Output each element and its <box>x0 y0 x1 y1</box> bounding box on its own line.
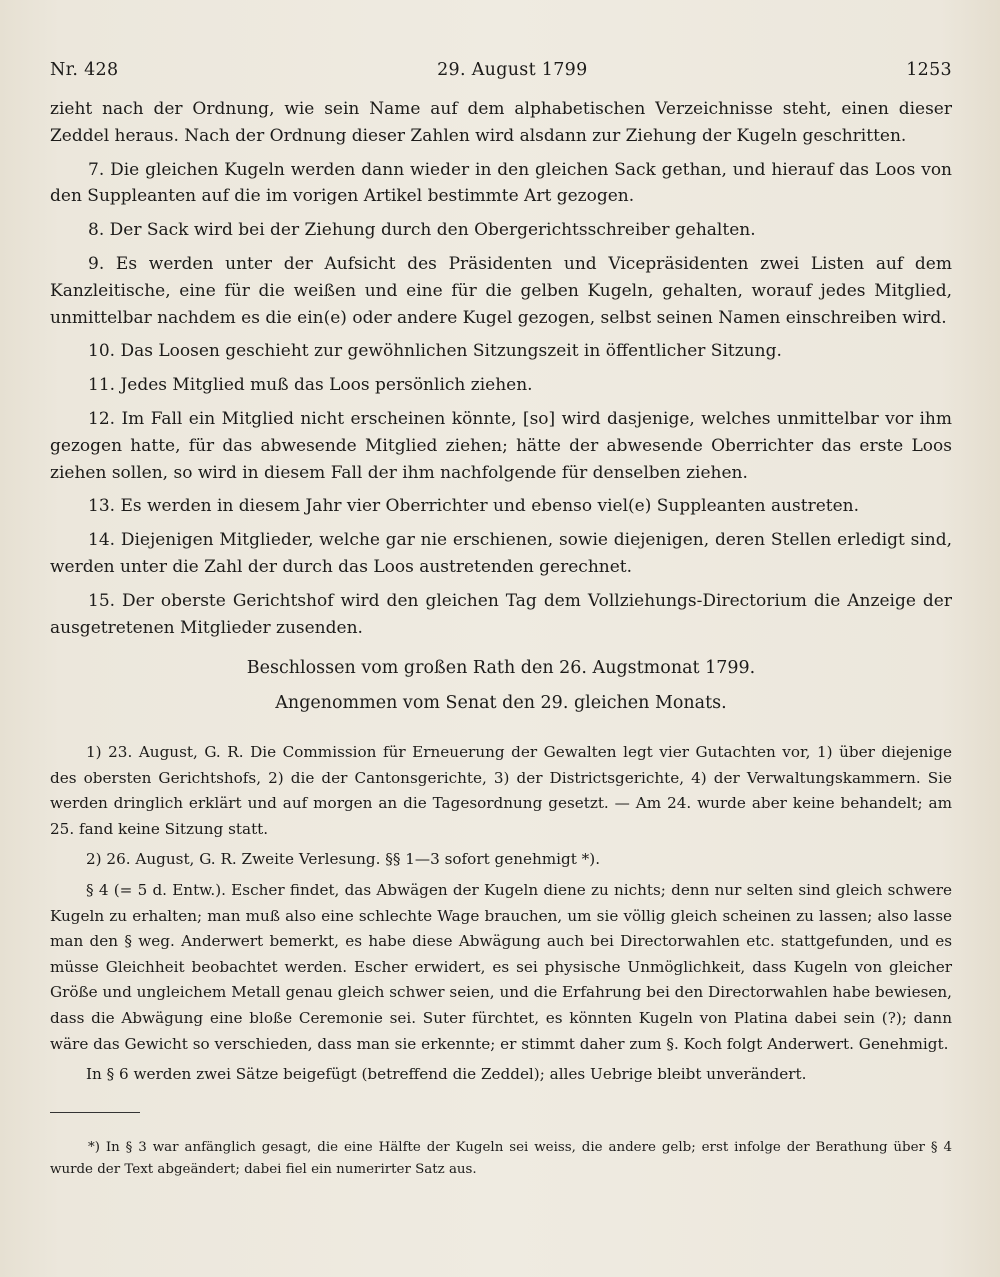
paragraph-continuation: zieht nach der Ordnung, wie sein Name auf dem alphabetischen Verzeichnisse steht, einen dieser Zeddel heraus. Nach der Ordnung dieser Zahlen wird alsdann zur Ziehung der Kugeln geschritten. <box>50 99 952 146</box>
note-3: § 4 (= 5 d. Entw.). Escher findet, das Abwägen der Kugeln diene zu nichts; denn nur selten sind gleich schwere Kugeln zu erhalten; man muß also eine schlechte Wage brauchen, um sie völlig gleich scheinen zu lassen; also lasse man den § weg. Anderwert bemerkt, es habe diese Abwägung auch bei Directorwahlen etc. stattgefunden, und es müsse Gleichheit beobachtet werden. Escher erwidert, es sei physische Unmöglichkeit, dass Kugeln von gleicher Größe und ungleichem Metall genau gleich schwer seien, und die Erfahrung bei den Directorwahlen habe bewiesen, dass die Abwägung eine bloße Ceremonie sei. Suter fürchtet, es könnten Kugeln von Platina dabei sein (?); dann wäre das Gewicht so verschieden, dass man sie erkennte; er stimmt daher zum §. Koch folgt Anderwert. Genehmigt. <box>50 880 952 1053</box>
article-15: 15. Der oberste Gerichtshof wird den gleichen Tag dem Vollziehungs-Directorium die Anzeige der ausgetretenen Mitglieder zusenden. <box>50 590 952 638</box>
article-12: 12. Im Fall ein Mitglied nicht erscheinen könnte, [so] wird dasjenige, welches unmittelbar vor ihm gezogen hatte, für das abwesende Mitglied ziehen; hätte der abwesende Oberrichter das erste Loos ziehen sollen, so wird in diesem Fall der ihm nachfolgende für denselben ziehen. <box>50 408 952 483</box>
note-1: 1) 23. August, G. R. Die Commission für Erneuerung der Gewalten legt vier Gutachten vor, 1) über diejenige des obersten Gerichtshofs, 2) die der Cantonsgerichte, 3) der Districtsgerichte, 4) der Verwaltungskammern. Sie werden dringlich erklärt und auf morgen an die Tagesordnung gesetzt. — Am 24. wurde aber keine behandelt; am 25. fand keine Sitzung statt. <box>50 743 952 838</box>
article-13: 13. Es werden in diesem Jahr vier Oberrichter und ebenso viel(e) Suppleanten austreten. <box>88 496 860 517</box>
document-number: Nr. 428 <box>50 60 119 80</box>
resolution-line: Beschlossen vom großen Rath den 26. Augstmonat 1799. <box>246 658 756 679</box>
article-8: 8. Der Sack wird bei der Ziehung durch den Obergerichtsschreiber gehalten. <box>88 220 756 241</box>
note-4: In § 6 werden zwei Sätze beigefügt (betreffend die Zeddel); alles Uebrige bleibt unverändert. <box>86 1065 807 1084</box>
article-7: 7. Die gleichen Kugeln werden dann wieder in den gleichen Sack gethan, und hierauf das Loos von den Suppleanten auf die im vorigen Artikel bestimmte Art gezogen. <box>50 159 952 207</box>
acceptance-line: Angenommen vom Senat den 29. gleichen Monats. <box>275 693 727 714</box>
article-10: 10. Das Loosen geschieht zur gewöhnlichen Sitzungszeit in öffentlicher Sitzung. <box>88 341 782 362</box>
footnote: *) In § 3 war anfänglich gesagt, die eine Hälfte der Kugeln sei weiss, die andere gelb; erst infolge der Berathung über § 4 wurde der Text abgeändert; dabei fiel ein numerirter Satz aus. <box>50 1140 952 1177</box>
note-2: 2) 26. August, G. R. Zweite Verlesung. §§ 1—3 sofort genehmigt *). <box>86 850 601 869</box>
article-11: 11. Jedes Mitglied muß das Loos persönlich ziehen. <box>88 375 533 396</box>
law-text <box>50 96 952 717</box>
article-9: 9. Es werden unter der Aufsicht des Präsidenten und Vicepräsidenten zwei Listen auf dem Kanzleitische, eine für die weißen und eine für die gelben Kugeln, gehalten, worauf jedes Mitglied, unmittelbar nachdem es die ein(e) oder andere Kugel gezogen, selbst seinen Namen einschreiben wird. <box>50 253 952 328</box>
article-14: 14. Diejenigen Mitglieder, welche gar nie erschienen, sowie diejenigen, deren Stellen erledigt sind, werden unter die Zahl der durch das Loos austretenden gerechnet. <box>50 530 952 577</box>
footnote-divider <box>50 1112 140 1113</box>
page-number: 1253 <box>906 60 952 80</box>
editorial-notes <box>50 740 952 1088</box>
running-header <box>50 60 952 80</box>
header-date: 29. August 1799 <box>437 60 588 80</box>
